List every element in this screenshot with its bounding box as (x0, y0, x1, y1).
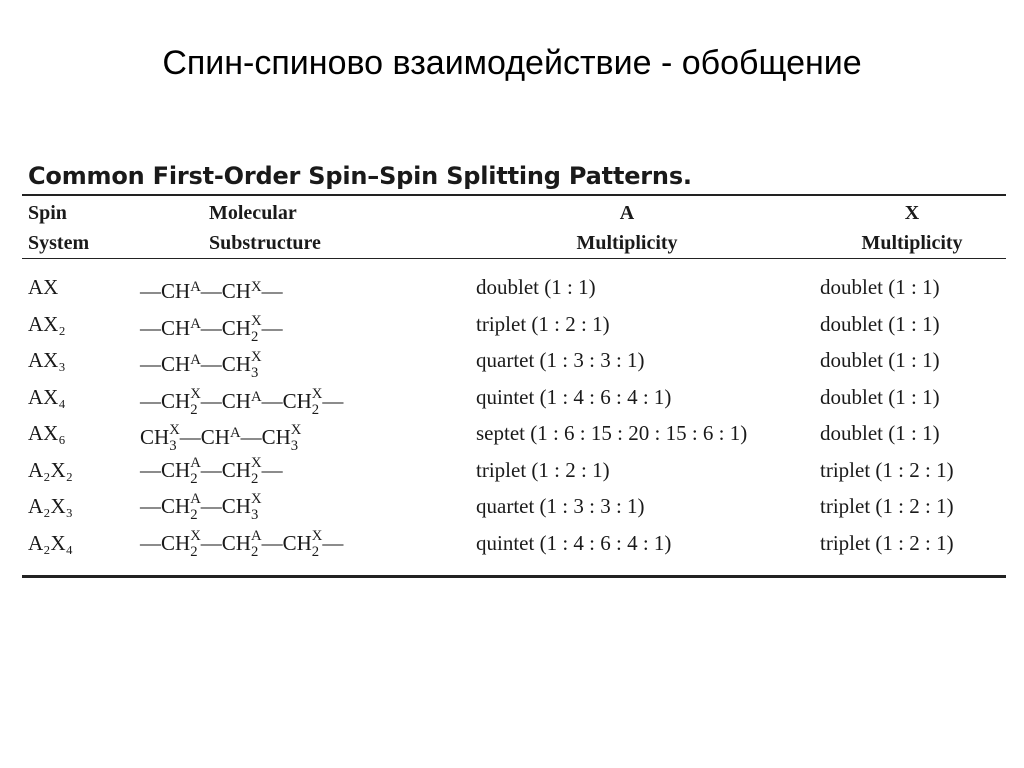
header-a-label: A (619, 202, 635, 224)
spin-system-cell: AX₄ (28, 384, 66, 409)
table-row (22, 269, 1006, 306)
a-multiplicity-cell: doublet (1 : 1) (476, 275, 596, 299)
spin-system-cell: AX₆ (28, 421, 66, 445)
table-row (22, 342, 1006, 379)
header-spin-system-line1: Spin (28, 202, 67, 224)
table-header (22, 196, 1006, 258)
substructure-formula: $—CH^A—CH$ X 2 — (140, 312, 283, 345)
x-multiplicity-cell: doublet (1 : 1) (820, 384, 940, 409)
table-row (22, 488, 1006, 525)
x-multiplicity-cell: triplet (1 : 2 : 1) (820, 457, 954, 482)
slide-title: Спин-спиново взаимодействие - обобщение (162, 44, 862, 82)
table-body (22, 259, 1006, 561)
table-row (22, 306, 1006, 343)
a-multiplicity-cell: septet (1 : 6 : 15 : 20 : 15 : 6 : 1) (476, 421, 748, 445)
a-multiplicity-cell: quartet (1 : 3 : 3 : 1) (476, 494, 645, 518)
table-row (22, 379, 1006, 416)
a-multiplicity-cell: triplet (1 : 2 : 1) (476, 311, 610, 336)
substructure-formula: —CH X 2 —CH A 2 —CH X 2 — (140, 527, 344, 560)
table-bottom-rule (22, 575, 1006, 578)
substructure-formula: $—CH^A—CH^X—$ (140, 279, 283, 303)
table-caption: Common First-Order Spin–Spin Splitting Patterns. (28, 162, 692, 190)
x-multiplicity-cell: triplet (1 : 2 : 1) (820, 530, 954, 555)
spin-system-cell: A₂X₃ (28, 494, 73, 518)
spin-system-cell: AX₃ (28, 348, 66, 372)
x-multiplicity-cell: doublet (1 : 1) (820, 275, 940, 299)
x-multiplicity-cell: triplet (1 : 2 : 1) (820, 494, 954, 518)
substructure-formula: CH X 3 $—CH^A—CH$ X 3 (140, 422, 302, 454)
header-substructure-line1: Molecular (209, 202, 297, 224)
header-x-label: X (904, 202, 920, 224)
x-multiplicity-cell: doublet (1 : 1) (820, 348, 940, 372)
x-multiplicity-cell: doublet (1 : 1) (820, 421, 940, 445)
table-row (22, 452, 1006, 489)
a-multiplicity-cell: quintet (1 : 4 : 6 : 4 : 1) (476, 530, 672, 555)
header-substructure (209, 198, 321, 258)
a-multiplicity-cell: quartet (1 : 3 : 3 : 1) (476, 348, 645, 372)
substructure-formula: —CH A 2 —CH X 3 (140, 491, 262, 523)
header-spin-system (28, 198, 89, 258)
substructure-formula: —CH X 2 $—CH^A—CH$ X 2 — (140, 385, 344, 418)
header-x-multiplicity-label: Multiplicity (861, 232, 963, 254)
substructure-formula: $—CH^A—CH$ X 3 (140, 349, 262, 381)
header-a-multiplicity-label: Multiplicity (576, 232, 678, 254)
x-multiplicity-cell: doublet (1 : 1) (820, 311, 940, 336)
a-multiplicity-cell: quintet (1 : 4 : 6 : 4 : 1) (476, 384, 672, 409)
spin-system-cell: A₂X₂ (28, 457, 73, 482)
substructure-formula: —CH A 2 —CH X 2 — (140, 454, 283, 487)
header-substructure-line2: Substructure (209, 232, 321, 254)
table-row (22, 415, 1006, 452)
header-x-multiplicity (822, 198, 1002, 258)
a-multiplicity-cell: triplet (1 : 2 : 1) (476, 457, 610, 482)
spin-system-cell: AX (28, 275, 59, 299)
header-spin-system-line2: System (28, 232, 90, 254)
splitting-patterns-table (22, 158, 1006, 578)
table-row (22, 525, 1006, 562)
header-a-multiplicity (522, 198, 732, 258)
spin-system-cell: AX₂ (28, 311, 66, 336)
spin-system-cell: A₂X₄ (28, 530, 73, 555)
